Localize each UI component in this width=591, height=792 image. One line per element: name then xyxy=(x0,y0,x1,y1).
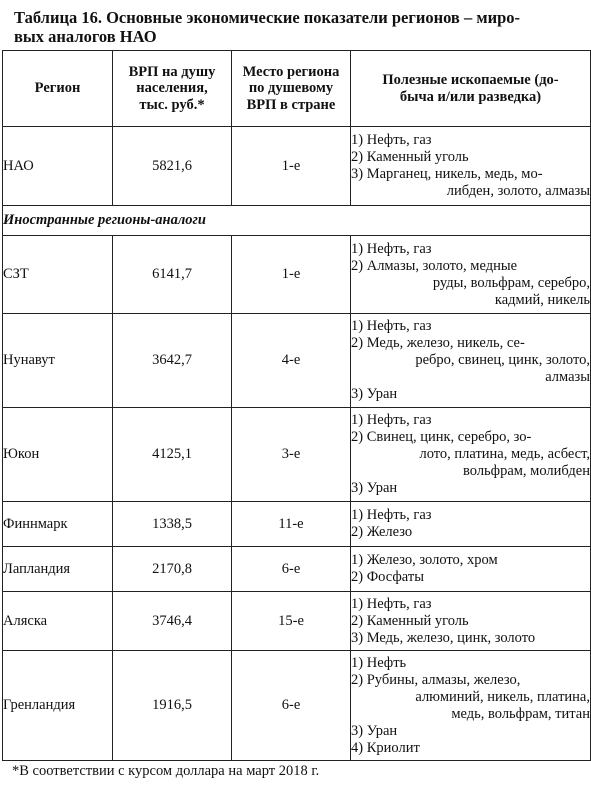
mineral-item-number: 2) xyxy=(351,257,367,274)
cell-vrp: 1916,5 xyxy=(113,651,232,761)
mineral-item-text xyxy=(367,480,590,497)
cell-vrp: 3746,4 xyxy=(113,592,232,651)
cell-place: 6-е xyxy=(232,651,351,761)
header-minerals xyxy=(351,51,591,127)
mineral-item-text xyxy=(367,429,590,480)
mineral-item-text xyxy=(367,672,590,723)
mineral-item-line: лото, платина, медь, асбест, xyxy=(419,446,590,462)
table-row xyxy=(3,592,591,651)
mineral-item xyxy=(351,429,590,480)
table-title xyxy=(14,8,574,46)
cell-minerals xyxy=(351,314,591,408)
table-title-line-2: вых аналогов НАО xyxy=(14,27,157,46)
mineral-item-text xyxy=(367,552,590,569)
mineral-item-number: 2) xyxy=(351,612,367,629)
mineral-item-line: Медь, железо, цинк, золото xyxy=(366,629,536,646)
mineral-item xyxy=(351,630,590,647)
mineral-item-number: 1) xyxy=(351,412,367,428)
mineral-item-line: Свинец, цинк, серебро, зо- xyxy=(366,429,532,445)
cell-minerals xyxy=(351,547,591,592)
mineral-item-text xyxy=(367,166,590,200)
mineral-item-number: 1) xyxy=(351,240,367,257)
mineral-item-line: Нефть, газ xyxy=(366,595,432,612)
mineral-item-line: Криолит xyxy=(366,739,420,756)
mineral-item-line: Каменный уголь xyxy=(366,612,469,629)
mineral-item-text xyxy=(367,630,590,647)
header-place-line: Место региона xyxy=(242,63,340,80)
header-place-line: по душевому xyxy=(248,80,334,97)
mineral-item-number: 2) xyxy=(351,335,367,351)
cell-vrp: 6141,7 xyxy=(113,236,232,314)
header-place-line: ВРП в стране xyxy=(246,96,336,113)
mineral-item-number: 3) xyxy=(351,166,367,182)
mineral-item-text xyxy=(367,132,590,149)
mineral-item-line: Рубины, алмазы, железо, xyxy=(366,671,521,688)
mineral-item-text xyxy=(367,613,590,630)
cell-region: Финнмарк xyxy=(3,502,113,547)
mineral-item-text xyxy=(367,507,590,524)
table-row xyxy=(3,547,591,592)
mineral-item-line: Нефть, газ xyxy=(366,132,432,148)
cell-region: СЗТ xyxy=(3,236,113,314)
mineral-item-line: алмазы xyxy=(545,369,590,385)
cell-vrp: 3642,7 xyxy=(113,314,232,408)
table-body xyxy=(3,127,591,761)
mineral-item-line: Медь, железо, никель, се- xyxy=(366,335,525,351)
mineral-item-line: кадмий, никель xyxy=(494,291,590,308)
mineral-item-text xyxy=(367,569,590,586)
cell-place: 3-е xyxy=(232,408,351,502)
mineral-item-text xyxy=(367,149,590,166)
mineral-item-text xyxy=(367,524,590,541)
header-place xyxy=(232,51,351,127)
mineral-item xyxy=(351,386,590,403)
header-vrp-line: населения, xyxy=(136,80,208,97)
header-minerals-line: быча и/или разведка) xyxy=(399,88,542,105)
mineral-item-line: Марганец, никель, медь, мо- xyxy=(366,166,543,182)
header-row xyxy=(3,51,591,127)
mineral-item-line: Нефть, газ xyxy=(366,412,432,428)
mineral-item-number: 1) xyxy=(351,318,367,334)
mineral-item xyxy=(351,318,590,335)
mineral-item-number: 3) xyxy=(351,722,367,739)
cell-place: 11-е xyxy=(232,502,351,547)
mineral-item-line: Нефть, газ xyxy=(366,507,432,523)
cell-region: НАО xyxy=(3,127,113,206)
mineral-item-number: 4) xyxy=(351,739,367,756)
mineral-item-line: Уран xyxy=(366,480,398,496)
mineral-item xyxy=(351,241,590,258)
mineral-item-text xyxy=(367,412,590,429)
cell-minerals xyxy=(351,502,591,547)
mineral-item-number: 1) xyxy=(351,595,367,612)
cell-vrp: 4125,1 xyxy=(113,408,232,502)
mineral-item-text xyxy=(367,723,590,740)
mineral-item-text xyxy=(367,386,590,403)
mineral-item-number: 2) xyxy=(351,429,367,445)
mineral-item-line: Каменный уголь xyxy=(366,149,469,165)
mineral-item xyxy=(351,552,590,569)
mineral-item-number: 2) xyxy=(351,524,367,540)
mineral-item xyxy=(351,412,590,429)
mineral-item-text xyxy=(367,335,590,386)
mineral-item xyxy=(351,166,590,200)
mineral-item-line: медь, вольфрам, титан xyxy=(451,705,590,722)
mineral-item-number: 1) xyxy=(351,552,367,568)
cell-minerals xyxy=(351,651,591,761)
table-row xyxy=(3,408,591,502)
header-vrp-line: ВРП на душу xyxy=(128,63,216,80)
cell-region: Аляска xyxy=(3,592,113,651)
mineral-item-number: 2) xyxy=(351,149,367,165)
cell-place: 4-е xyxy=(232,314,351,408)
mineral-item-line: Алмазы, золото, медные xyxy=(366,257,518,274)
mineral-item-number: 2) xyxy=(351,569,367,585)
mineral-item xyxy=(351,740,590,757)
mineral-item-line: руды, вольфрам, серебро, xyxy=(432,274,590,291)
cell-place: 1-е xyxy=(232,236,351,314)
table-title-line-1: Таблица 16. Основные экономические показатели регионов – миро- xyxy=(14,8,521,27)
mineral-item-number: 1) xyxy=(351,654,367,671)
mineral-item xyxy=(351,480,590,497)
table-row xyxy=(3,502,591,547)
cell-vrp: 2170,8 xyxy=(113,547,232,592)
mineral-item-line: Уран xyxy=(366,386,398,402)
mineral-item-text xyxy=(367,318,590,335)
mineral-item-line: алюминий, никель, платина, xyxy=(415,688,590,705)
mineral-item-text xyxy=(367,596,590,613)
economic-indicators-table xyxy=(2,50,591,761)
mineral-item xyxy=(351,524,590,541)
cell-place: 15-е xyxy=(232,592,351,651)
cell-vrp: 1338,5 xyxy=(113,502,232,547)
table-row xyxy=(3,236,591,314)
cell-minerals xyxy=(351,236,591,314)
table-row xyxy=(3,127,591,206)
cell-place: 6-е xyxy=(232,547,351,592)
mineral-item xyxy=(351,507,590,524)
mineral-item xyxy=(351,132,590,149)
group-label: Иностранные регионы-аналоги xyxy=(3,206,591,236)
mineral-item-line: ребро, свинец, цинк, золото, xyxy=(415,352,590,368)
mineral-item xyxy=(351,569,590,586)
mineral-item xyxy=(351,613,590,630)
cell-minerals xyxy=(351,127,591,206)
mineral-item-line: Железо, золото, хром xyxy=(366,552,498,568)
header-vrp xyxy=(113,51,232,127)
mineral-item-number: 1) xyxy=(351,507,367,523)
cell-vrp: 5821,6 xyxy=(113,127,232,206)
mineral-item-line: вольфрам, молибден xyxy=(463,463,590,479)
footnote: *В соответствии с курсом доллара на март 2018 г. xyxy=(12,763,320,779)
mineral-item xyxy=(351,655,590,672)
mineral-item-number: 3) xyxy=(351,386,367,402)
header-vrp-line: тыс. руб.* xyxy=(139,96,205,113)
mineral-item-text xyxy=(367,740,590,757)
mineral-item-line: Железо xyxy=(366,524,413,540)
mineral-item xyxy=(351,672,590,723)
table-row xyxy=(3,651,591,761)
cell-region: Лапландия xyxy=(3,547,113,592)
mineral-item xyxy=(351,149,590,166)
mineral-item xyxy=(351,335,590,386)
mineral-item xyxy=(351,596,590,613)
mineral-item-line: Уран xyxy=(366,722,398,739)
header-region: Регион xyxy=(3,51,113,127)
cell-region: Гренландия xyxy=(3,651,113,761)
header-minerals-line: Полезные ископаемые (до- xyxy=(382,72,559,88)
mineral-item xyxy=(351,258,590,309)
mineral-item-text xyxy=(367,258,590,309)
mineral-item xyxy=(351,723,590,740)
mineral-item-line: Нефть xyxy=(366,654,407,671)
cell-region: Юкон xyxy=(3,408,113,502)
mineral-item-number: 3) xyxy=(351,480,367,496)
mineral-item-number: 1) xyxy=(351,132,367,148)
mineral-item-line: либден, золото, алмазы xyxy=(446,183,590,199)
mineral-item-line: Нефть, газ xyxy=(366,318,432,334)
mineral-item-text xyxy=(367,655,590,672)
mineral-item-number: 3) xyxy=(351,629,367,646)
mineral-item-number: 2) xyxy=(351,671,367,688)
group-row xyxy=(3,206,591,236)
table-row xyxy=(3,314,591,408)
cell-minerals xyxy=(351,592,591,651)
mineral-item-line: Нефть, газ xyxy=(366,240,432,257)
cell-region: Нунавут xyxy=(3,314,113,408)
cell-minerals xyxy=(351,408,591,502)
cell-place: 1-е xyxy=(232,127,351,206)
mineral-item-line: Фосфаты xyxy=(366,569,424,585)
mineral-item-text xyxy=(367,241,590,258)
